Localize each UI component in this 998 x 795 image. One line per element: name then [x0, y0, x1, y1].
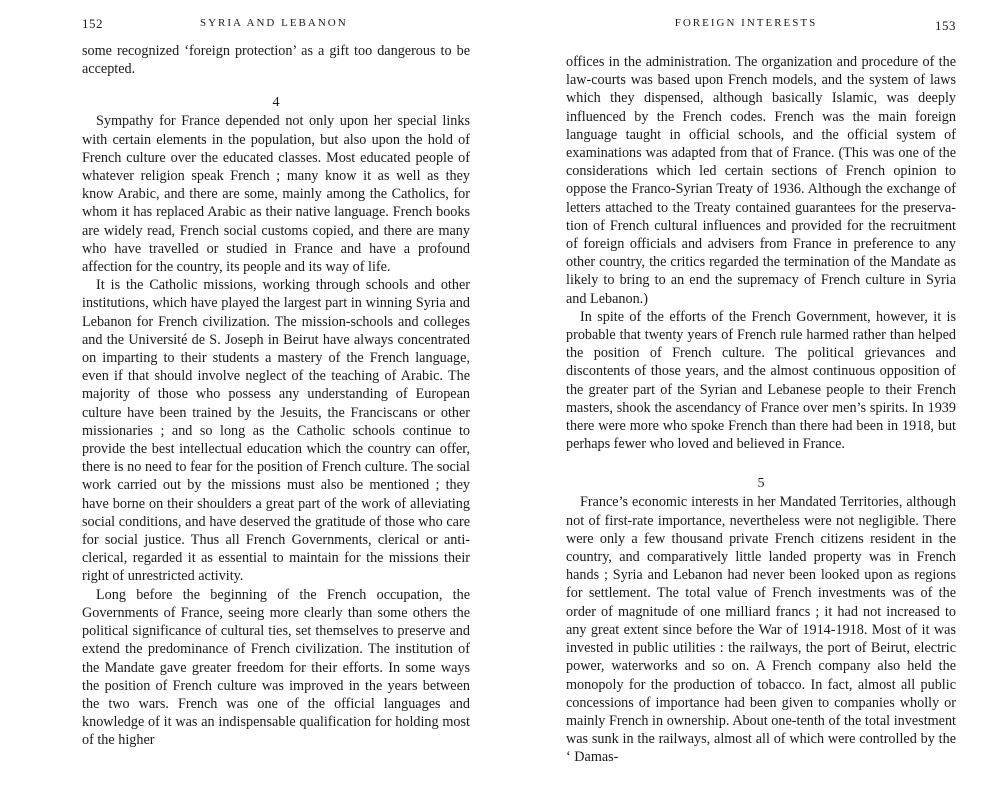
left-body-text [82, 42, 470, 750]
left-running-head-title: SYRIA AND LEBANON [200, 17, 348, 29]
right-running-head [566, 16, 956, 34]
right-page-number: 153 [935, 18, 956, 33]
right-running-head-title: FOREIGN INTERESTS [674, 17, 818, 29]
left-paragraph-1: Sympathy for France depended not only upon her special links with certain elements in the population, but also upon the hold of French culture over the educated classes. Most educated people of whatever religion speak French ; many know it as well as they know Arabic, and there are some, mainly among the Catholics, for whom it has replaced Arabic as their native language. French books are widely read, French social customs copied, and there are many who have travelled or studied in France and have a profound affection for the country, its people and its way of life. [82, 113, 470, 276]
left-paragraph-3: Long before the beginning of the French occupation, the Governments of France, seeing more clearly than some others the political significance of cultural ties, set themselves to preserve and extend the predominance of French civilization. The institution of the Mandate gave greater freedom for their efforts. In some ways the position of French culture was improved in the years between the two wars. French was one of the official languages and knowledge of it was an indispensable qualification for holding most of the higher [82, 586, 470, 749]
right-page [566, 0, 956, 795]
left-page [82, 0, 470, 795]
left-paragraph-2: It is the Catholic missions, working through schools and other institutions, which have played the largest part in winning Syria and Lebanon for French civilization. The mission-schools and colleges and the Université de S. Joseph in Beirut have always concentrated on imparting to their students a mastery of the French language, even if that should involve neglect of the teaching of Arabic. The majority of those who possess any understanding of European culture have been trained by the Jesuits, the Franciscans or other missionaries ; and so long as the Catholic schools continue to provide the best intellectual education which the country can offer, there is no need to fear for the position of French culture. The social work carried out by the missions must also be mentioned ; they have borne on their shoulders a great part of the work of alleviating social conditions, and have deserved the gratitude of those who care for social justice. Thus all French Governments, clerical or anti-clerical, regarded it as essential to maintain for the missions their right of unrestricted activity. [82, 277, 470, 585]
left-page-number: 152 [82, 16, 103, 31]
right-continuation-paragraph: offices in the administration. The organization and procedure of the law-courts was based upon French models, and the system of laws which they dispensed, although basically Islamic, was deeply influenced by the French codes. French was the main foreign language taught in official schools, and the official system of examinations was adapted from that of France. (This was one of the considerations which led certain sections of French opinion to oppose the Franco-Syrian Treaty of 1936. Although the exchange of letters attached to the Treaty contained guarantees for the preserva-tion of French cultural influences and provided for the recruitment of foreign officials and advisers from France in preference to any other country, the critics regarded the termination of the Mandate as likely to bring to an end the supremacy of French culture in Syria and Lebanon.) [566, 54, 956, 307]
right-paragraph-2: In spite of the efforts of the French Government, however, it is probable that twenty years of French rule harmed rather than helped the position of French culture. The political grievances and discontents of those years, and the almost continuous opposition of the greater part of the Syrian and Lebanese people to their French masters, shook the ascendancy of France over men’s spirits. In 1939 there were more who spoke French than there had been in 1918, but perhaps fewer who loved and believed in France. [566, 308, 956, 453]
left-section-gap [82, 78, 470, 94]
left-running-head [82, 16, 470, 34]
right-section-number: 5 [757, 476, 765, 492]
right-paragraph-3: France’s economic interests in her Mandated Territories, although not of first-rate importance, nevertheless were not negligible. There were only a few thousand private French citizens resident in the country, and comparatively little landed property was in French hands ; Syria and Lebanon had never been looked upon as regions for settlement. The total value of French investments was of the order of magnitude of one milliard francs ; it had not increased to any great extent since before the War of 1914-1918. Most of it was invested in public utilities : the railways, the port of Beirut, electric power, waterworks and so on. A French company also held the monopoly for the production of tobacco. In fact, almost all public concessions of importance had been given to companies wholly or mainly French in ownership. About one-tenth of the total investment was sunk in the railways, almost all of which were controlled by the ‘ Damas- [566, 494, 956, 766]
right-section-gap [566, 453, 956, 475]
left-continuation-paragraph: some recognized ‘foreign protection’ as a gift too dangerous to be accepted. [82, 43, 470, 78]
left-section-number: 4 [272, 95, 280, 111]
right-body-text [566, 53, 956, 767]
